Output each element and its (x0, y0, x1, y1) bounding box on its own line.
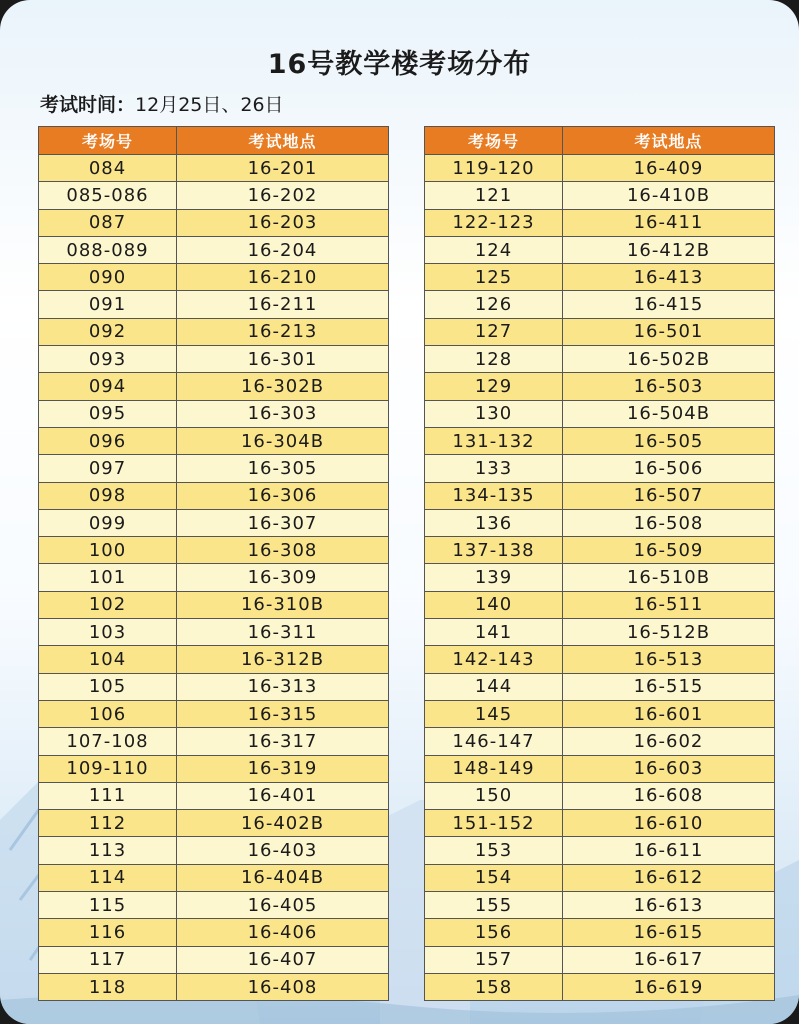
exam-location-cell: 16-513 (563, 646, 775, 673)
exam-location-cell: 16-409 (563, 155, 775, 182)
table-row (425, 782, 775, 809)
room-number-cell: 154 (425, 864, 563, 891)
exam-location-cell: 16-201 (177, 155, 389, 182)
table-row (425, 564, 775, 591)
table-row (39, 591, 389, 618)
table-row (425, 700, 775, 727)
room-number-cell: 145 (425, 700, 563, 727)
room-number-cell: 099 (39, 509, 177, 536)
table-row (39, 373, 389, 400)
room-number-cell: 115 (39, 892, 177, 919)
exam-location-cell: 16-505 (563, 427, 775, 454)
room-number-cell: 087 (39, 209, 177, 236)
exam-location-cell: 16-602 (563, 728, 775, 755)
room-number-cell: 134-135 (425, 482, 563, 509)
room-number-cell: 090 (39, 264, 177, 291)
table-row (39, 564, 389, 591)
room-number-cell: 122-123 (425, 209, 563, 236)
table-row (425, 264, 775, 291)
exam-location-cell: 16-308 (177, 537, 389, 564)
exam-location-cell: 16-309 (177, 564, 389, 591)
table-row (425, 182, 775, 209)
table-row (39, 182, 389, 209)
table-row (39, 673, 389, 700)
room-number-cell: 148-149 (425, 755, 563, 782)
room-number-cell: 136 (425, 509, 563, 536)
table-row (425, 291, 775, 318)
room-number-cell: 118 (39, 973, 177, 1000)
table-row (425, 482, 775, 509)
exam-location-cell: 16-203 (177, 209, 389, 236)
page-title: 16号教学楼考场分布 (267, 49, 532, 80)
exam-location-cell: 16-315 (177, 700, 389, 727)
room-number-cell: 140 (425, 591, 563, 618)
room-number-cell: 146-147 (425, 728, 563, 755)
room-number-cell: 088-089 (39, 236, 177, 263)
exam-location-cell: 16-501 (563, 318, 775, 345)
table-row (425, 728, 775, 755)
exam-location-cell: 16-311 (177, 619, 389, 646)
room-number-cell: 158 (425, 973, 563, 1000)
table-row (425, 400, 775, 427)
table-row (425, 864, 775, 891)
room-number-cell: 103 (39, 619, 177, 646)
room-number-cell: 094 (39, 373, 177, 400)
exam-location-cell: 16-507 (563, 482, 775, 509)
exam-location-cell: 16-401 (177, 782, 389, 809)
exam-location-cell: 16-406 (177, 919, 389, 946)
exam-location-cell: 16-302B (177, 373, 389, 400)
exam-location-cell: 16-610 (563, 810, 775, 837)
exam-location-cell: 16-408 (177, 973, 389, 1000)
table-row (39, 619, 389, 646)
table-header-row (425, 127, 775, 155)
exam-time-value: 12月25日、26日 (135, 94, 284, 116)
table-row (425, 810, 775, 837)
table-row (39, 291, 389, 318)
table-row (425, 537, 775, 564)
room-number-cell: 098 (39, 482, 177, 509)
header-room-no: 考场号 (425, 127, 563, 155)
room-number-cell: 106 (39, 700, 177, 727)
exam-location-cell: 16-601 (563, 700, 775, 727)
room-number-cell: 091 (39, 291, 177, 318)
room-table-right-body (425, 155, 775, 1001)
table-row (425, 946, 775, 973)
exam-location-cell: 16-612 (563, 864, 775, 891)
exam-location-cell: 16-313 (177, 673, 389, 700)
exam-location-cell: 16-411 (563, 209, 775, 236)
room-number-cell: 130 (425, 400, 563, 427)
room-number-cell: 124 (425, 236, 563, 263)
table-row (425, 673, 775, 700)
table-row (39, 700, 389, 727)
table-row (39, 509, 389, 536)
room-number-cell: 107-108 (39, 728, 177, 755)
table-row (39, 455, 389, 482)
table-row (39, 837, 389, 864)
exam-location-cell: 16-407 (177, 946, 389, 973)
room-number-cell: 104 (39, 646, 177, 673)
table-row (39, 728, 389, 755)
exam-location-cell: 16-202 (177, 182, 389, 209)
room-number-cell: 109-110 (39, 755, 177, 782)
table-row (39, 946, 389, 973)
table-row (39, 318, 389, 345)
room-number-cell: 151-152 (425, 810, 563, 837)
room-number-cell: 128 (425, 346, 563, 373)
room-number-cell: 112 (39, 810, 177, 837)
room-number-cell: 142-143 (425, 646, 563, 673)
room-number-cell: 085-086 (39, 182, 177, 209)
room-table-left-body (39, 155, 389, 1001)
room-table-left (38, 126, 389, 1001)
table-row (425, 646, 775, 673)
table-row (39, 264, 389, 291)
header-location: 考试地点 (177, 127, 389, 155)
table-row (425, 155, 775, 182)
room-number-cell: 133 (425, 455, 563, 482)
exam-location-cell: 16-305 (177, 455, 389, 482)
table-row (425, 755, 775, 782)
exam-location-cell: 16-613 (563, 892, 775, 919)
exam-location-cell: 16-611 (563, 837, 775, 864)
table-row (425, 209, 775, 236)
exam-location-cell: 16-508 (563, 509, 775, 536)
room-number-cell: 100 (39, 537, 177, 564)
room-number-cell: 092 (39, 318, 177, 345)
room-number-cell: 150 (425, 782, 563, 809)
table-row (425, 455, 775, 482)
exam-location-cell: 16-510B (563, 564, 775, 591)
room-number-cell: 116 (39, 919, 177, 946)
exam-location-cell: 16-617 (563, 946, 775, 973)
exam-location-cell: 16-306 (177, 482, 389, 509)
exam-location-cell: 16-615 (563, 919, 775, 946)
table-row (425, 837, 775, 864)
table-row (425, 892, 775, 919)
table-row (425, 346, 775, 373)
table-row (39, 892, 389, 919)
table-row (39, 400, 389, 427)
exam-location-cell: 16-210 (177, 264, 389, 291)
exam-time-label: 考试时间： (40, 94, 136, 116)
room-number-cell: 153 (425, 837, 563, 864)
exam-location-cell: 16-415 (563, 291, 775, 318)
table-row (39, 236, 389, 263)
exam-location-cell: 16-509 (563, 537, 775, 564)
table-row (39, 537, 389, 564)
table-row (39, 209, 389, 236)
table-header-row (39, 127, 389, 155)
exam-location-cell: 16-404B (177, 864, 389, 891)
exam-location-cell: 16-319 (177, 755, 389, 782)
exam-location-cell: 16-204 (177, 236, 389, 263)
room-number-cell: 117 (39, 946, 177, 973)
room-number-cell: 131-132 (425, 427, 563, 454)
table-row (425, 973, 775, 1000)
exam-location-cell: 16-213 (177, 318, 389, 345)
exam-time (40, 90, 284, 117)
table-row (39, 782, 389, 809)
table-row (425, 591, 775, 618)
room-number-cell: 111 (39, 782, 177, 809)
table-row (39, 646, 389, 673)
table-row (39, 482, 389, 509)
room-number-cell: 101 (39, 564, 177, 591)
exam-location-cell: 16-603 (563, 755, 775, 782)
room-number-cell: 127 (425, 318, 563, 345)
table-row (39, 973, 389, 1000)
exam-location-cell: 16-502B (563, 346, 775, 373)
header-room-no: 考场号 (39, 127, 177, 155)
room-number-cell: 137-138 (425, 537, 563, 564)
exam-location-cell: 16-413 (563, 264, 775, 291)
room-number-cell: 096 (39, 427, 177, 454)
table-row (425, 427, 775, 454)
room-number-cell: 121 (425, 182, 563, 209)
exam-location-cell: 16-410B (563, 182, 775, 209)
table-row (39, 346, 389, 373)
exam-location-cell: 16-608 (563, 782, 775, 809)
exam-location-cell: 16-312B (177, 646, 389, 673)
room-number-cell: 097 (39, 455, 177, 482)
room-number-cell: 156 (425, 919, 563, 946)
exam-location-cell: 16-307 (177, 509, 389, 536)
room-number-cell: 113 (39, 837, 177, 864)
exam-location-cell: 16-511 (563, 591, 775, 618)
room-number-cell: 155 (425, 892, 563, 919)
exam-location-cell: 16-619 (563, 973, 775, 1000)
exam-location-cell: 16-303 (177, 400, 389, 427)
room-number-cell: 084 (39, 155, 177, 182)
exam-location-cell: 16-317 (177, 728, 389, 755)
table-row (425, 236, 775, 263)
table-row (39, 864, 389, 891)
table-row (425, 373, 775, 400)
room-number-cell: 119-120 (425, 155, 563, 182)
exam-location-cell: 16-503 (563, 373, 775, 400)
exam-location-cell: 16-405 (177, 892, 389, 919)
room-number-cell: 095 (39, 400, 177, 427)
table-row (39, 155, 389, 182)
room-table-right (424, 126, 775, 1001)
exam-location-cell: 16-515 (563, 673, 775, 700)
exam-location-cell: 16-504B (563, 400, 775, 427)
room-number-cell: 129 (425, 373, 563, 400)
exam-location-cell: 16-402B (177, 810, 389, 837)
room-number-cell: 144 (425, 673, 563, 700)
room-number-cell: 102 (39, 591, 177, 618)
exam-location-cell: 16-310B (177, 591, 389, 618)
table-row (39, 810, 389, 837)
room-number-cell: 141 (425, 619, 563, 646)
table-row (425, 919, 775, 946)
exam-location-cell: 16-403 (177, 837, 389, 864)
room-number-cell: 105 (39, 673, 177, 700)
table-row (39, 755, 389, 782)
room-number-cell: 125 (425, 264, 563, 291)
room-number-cell: 126 (425, 291, 563, 318)
table-row (425, 619, 775, 646)
exam-location-cell: 16-512B (563, 619, 775, 646)
room-number-cell: 093 (39, 346, 177, 373)
exam-location-cell: 16-412B (563, 236, 775, 263)
room-number-cell: 139 (425, 564, 563, 591)
table-row (425, 509, 775, 536)
exam-location-cell: 16-301 (177, 346, 389, 373)
header-location: 考试地点 (563, 127, 775, 155)
room-number-cell: 157 (425, 946, 563, 973)
table-row (39, 919, 389, 946)
table-row (425, 318, 775, 345)
exam-location-cell: 16-211 (177, 291, 389, 318)
exam-location-cell: 16-506 (563, 455, 775, 482)
table-row (39, 427, 389, 454)
exam-location-cell: 16-304B (177, 427, 389, 454)
room-number-cell: 114 (39, 864, 177, 891)
